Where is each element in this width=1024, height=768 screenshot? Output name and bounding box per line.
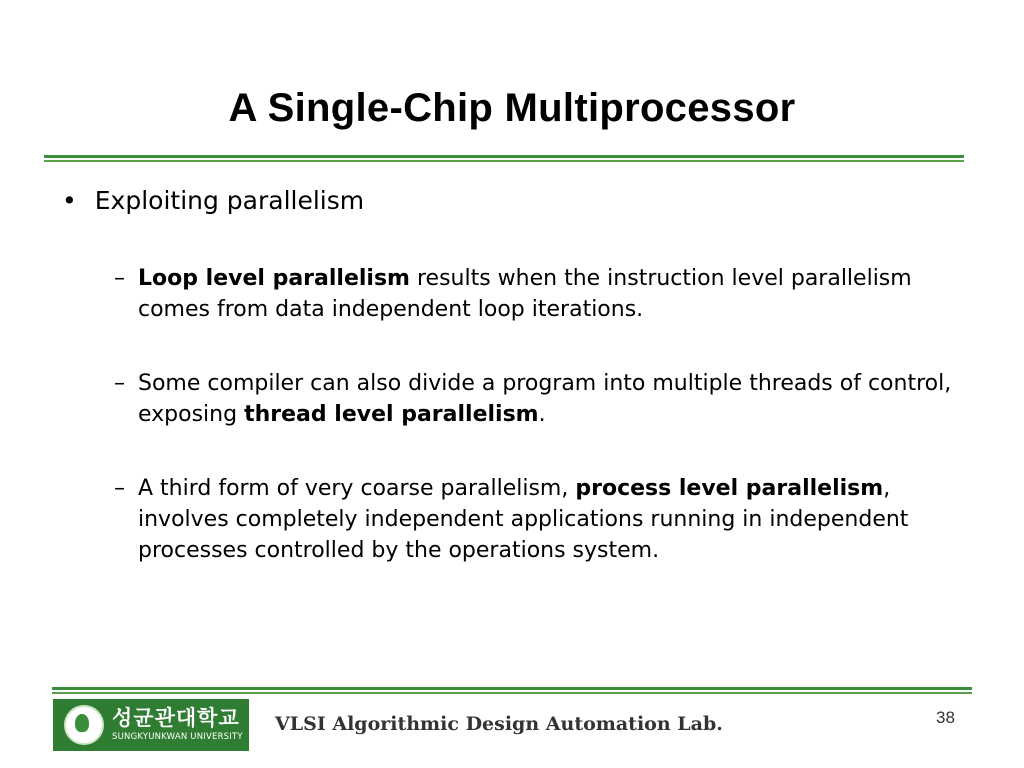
subpoint-text bbox=[138, 263, 974, 325]
title-divider bbox=[44, 155, 964, 158]
university-logo bbox=[53, 699, 249, 751]
subpoint-text bbox=[138, 368, 974, 430]
subpoint-tail: , involves completely independent applications running in independent processes controlled by the operations system. bbox=[138, 476, 909, 563]
bullet-marker: • bbox=[62, 186, 77, 215]
slide-title: A Single-Chip Multiprocessor bbox=[228, 86, 796, 130]
subpoint-thread-level bbox=[114, 368, 974, 430]
subpoint-tail: . bbox=[538, 402, 546, 427]
university-seal-icon bbox=[64, 705, 104, 745]
subpoint-dash: – bbox=[114, 476, 125, 501]
subpoint-dash: – bbox=[114, 266, 125, 291]
page-number: 38 bbox=[936, 708, 955, 727]
university-logo-text bbox=[112, 708, 243, 742]
bold-term: process level parallelism bbox=[575, 476, 884, 501]
subpoint-text bbox=[138, 473, 974, 566]
subpoint-body: results when the instruction level parallelism comes from data independent loop iterations. bbox=[138, 266, 912, 322]
subpoint-body: Some compiler can also divide a program into multiple threads of control, exposing bbox=[138, 371, 952, 427]
bold-term: thread level parallelism bbox=[244, 402, 539, 427]
footer-divider bbox=[52, 687, 972, 690]
subpoint-dash: – bbox=[114, 371, 125, 396]
logo-korean-name: 성균관대학교 bbox=[112, 706, 240, 731]
bullet-text: Exploiting parallelism bbox=[94, 186, 365, 215]
bold-term: Loop level parallelism bbox=[138, 266, 410, 291]
subpoint-loop-level bbox=[114, 263, 974, 325]
title-divider-thin bbox=[44, 160, 964, 162]
main-bullet bbox=[62, 186, 364, 215]
footer-divider-thin bbox=[52, 692, 972, 694]
subpoint-process-level bbox=[114, 473, 974, 566]
logo-english-name: SUNGKYUNKWAN UNIVERSITY bbox=[112, 732, 243, 743]
lab-name: VLSI Algorithmic Design Automation Lab. bbox=[275, 713, 723, 735]
subpoint-body: A third form of very coarse parallelism, bbox=[138, 476, 576, 501]
